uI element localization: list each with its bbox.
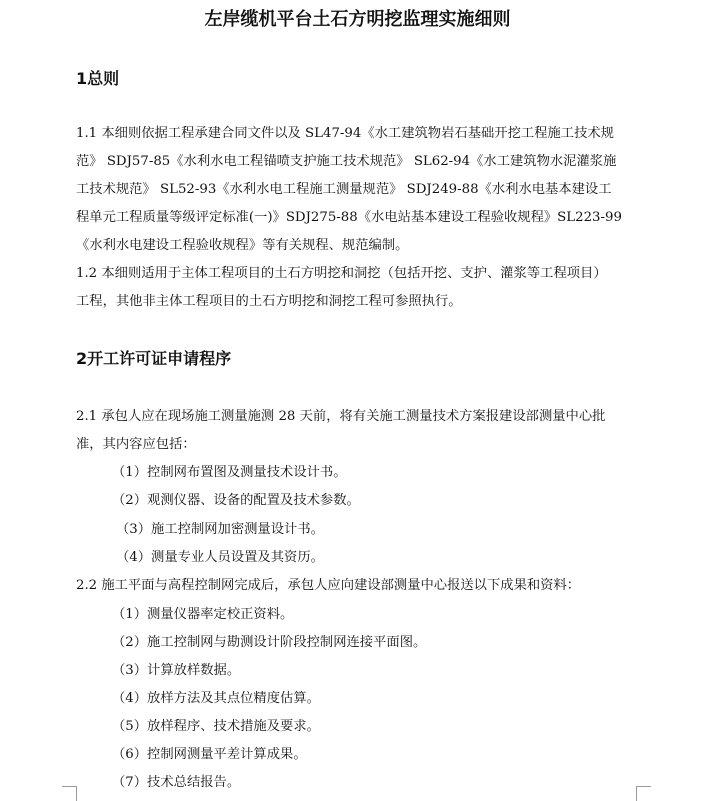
list-item: （3）施工控制网加密测量设计书。	[116, 522, 324, 537]
paragraph-2-1	[76, 403, 642, 459]
paragraph-line: 2.1 承包人应在现场施工测量施测 28 天前，将有关施工测量技术方案报建设部测量中心批	[76, 409, 606, 424]
paragraph-1-1	[76, 120, 642, 260]
list-item: （2）施工控制网与勘测设计阶段控制网连接平面图。	[112, 635, 427, 650]
margin-corner-mark	[62, 786, 77, 801]
list-item: （1）控制网布置图及测量技术设计书。	[112, 465, 347, 480]
paragraph-line: 工技术规范》 SL52-93《水利水电工程施工测量规范》 SDJ249-88《水利水电基本建设工	[76, 182, 612, 197]
paragraph-1-2	[76, 260, 642, 316]
list-item: （4）放样方法及其点位精度估算。	[112, 691, 320, 706]
paragraph-2-2	[76, 572, 642, 600]
paragraph-line: 工程，其他非主体工程项目的土石方明挖和洞挖工程可参照执行。	[76, 294, 462, 309]
list-item: （3）计算放样数据。	[112, 663, 241, 678]
document-title: 左岸缆机平台土石方明挖监理实施细则	[204, 9, 511, 30]
paragraph-line: 1.1 本细则依据工程承建合同文件以及 SL47-94《水工建筑物岩石基础开挖工程施工技术规	[76, 126, 614, 141]
list-item: （1）测量仪器率定校正资料。	[112, 607, 294, 622]
list-item: （2）观测仪器、设备的配置及技术参数。	[112, 493, 360, 508]
list-item: （7）技术总结报告。	[112, 775, 241, 790]
paragraph-line: 程单元工程质量等级评定标准(一)》SDJ275-88《水电站基本建设工程验收规程》SL223-99	[76, 210, 622, 225]
list-item: （5）放样程序、技术措施及要求。	[112, 719, 320, 734]
list-item: （4）测量专业人员设置及其资历。	[116, 550, 324, 565]
paragraph-line: 1.2 本细则适用于主体工程项目的土石方明挖和洞挖（包括开挖、支护、灌浆等工程项目）	[76, 266, 607, 281]
section-heading-1: 1总则	[76, 69, 120, 88]
list-item: （6）控制网测量平差计算成果。	[112, 747, 307, 762]
paragraph-line: 《水利水电建设工程验收规程》等有关规程、规范编制。	[76, 238, 409, 253]
margin-corner-mark	[636, 786, 651, 801]
paragraph-line: 2.2 施工平面与高程控制网完成后，承包人应向建设部测量中心报送以下成果和资料：	[76, 578, 581, 593]
paragraph-line: 准，其内容应包括：	[76, 437, 196, 452]
paragraph-line: 范》 SDJ57-85《水利水电工程锚喷支护施工技术规范》 SL62-94《水工建筑物水泥灌浆施	[76, 154, 617, 169]
section-heading-2: 2开工许可证申请程序	[76, 349, 232, 368]
